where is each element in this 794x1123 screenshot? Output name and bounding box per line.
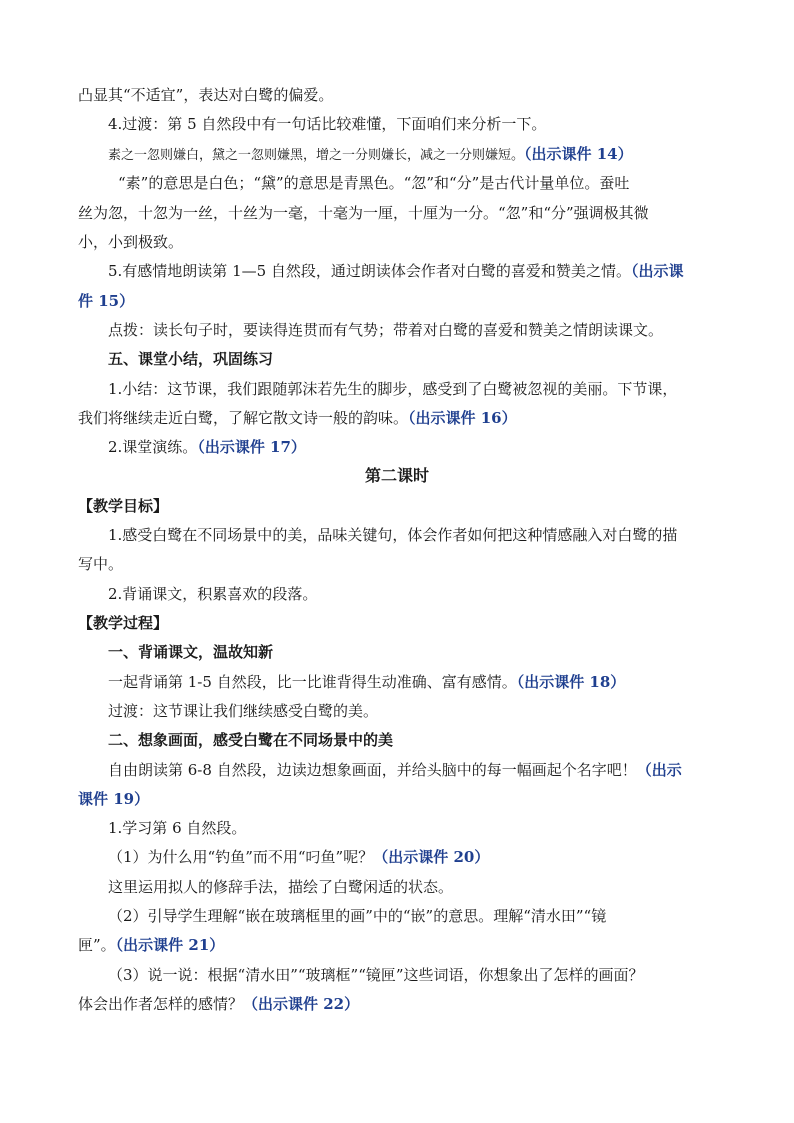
text-line: 一起背诵第 1-5 自然段，比一比谁背得生动准确、富有感情。（出示课件 18） [108,673,626,691]
text-line: “素”的意思是白色；“黛”的意思是青黑色。“忽”和“分”是古代计量单位。蚕吐 [118,174,630,192]
text-line: （2）引导学生理解“嵌在玻璃框里的画”中的“嵌”的意思。理解“清水田”“镜 [108,907,607,925]
text-line: 匣”。（出示课件 21） [78,936,225,954]
courseware-ref: （出示课 [630,262,684,280]
text-line: （3）说一说：根据“清水田”“玻璃框”“镜匣”这些词语，你想象出了怎样的画面？ [108,966,644,984]
courseware-ref: （出示课件 20） [373,848,490,866]
text-line: 5.有感情地朗读第 1—5 自然段，通过朗读体会作者对白鹭的喜爱和赞美之情。（出示课 [108,262,684,280]
courseware-ref: （出示课件 22） [243,995,360,1013]
text-line: 体会出作者怎样的感情？（出示课件 22） [78,995,360,1013]
text-line: （1）为什么用“钓鱼”而不用“叼鱼”呢？（出示课件 20） [108,848,490,866]
text-line: 小，小到极致。 [78,233,184,251]
courseware-ref: （出示课件 16） [408,409,517,427]
text-line: 1.小结：这节课，我们跟随郭沫若先生的脚步，感受到了白鹭被忽视的美丽。下节课， [108,380,678,398]
courseware-ref: （出示课件 18） [516,673,626,691]
text-line: 过渡：这节课让我们继续感受白鹭的美。 [108,702,379,720]
text-line: 写中。 [78,555,124,573]
courseware-ref: 件 15） [78,292,135,310]
text-line: 4.过渡：第 5 自然段中有一句话比较难懂，下面咱们来分析一下。 [108,115,547,133]
text-line: 凸显其“不适宜”，表达对白鹭的偏爱。 [78,86,334,104]
text-line: 我们将继续走近白鹭，了解它散文诗一般的韵味。（出示课件 16） [78,409,517,427]
lesson-title: 第二课时 [364,466,429,485]
quote-line: 素之一忽则嫌白，黛之一忽则嫌黑，增之一分则嫌长，减之一分则嫌短。（出示课件 14） [108,145,633,163]
text-line: 自由朗读第 6-8 自然段，边读边想象画面，并给头脑中的每一幅画起个名字吧！（出示 [108,761,682,779]
section-heading: 【教学过程】 [78,614,169,632]
courseware-ref: （出示 [636,761,682,779]
section-heading: 五、课堂小结，巩固练习 [108,350,274,368]
text-line: 丝为忽，十忽为一丝，十丝为一毫，十毫为一厘，十厘为一分。“忽”和“分”强调极其微 [78,204,649,222]
text-line: 1.学习第 6 自然段。 [108,819,247,837]
section-heading: 一、背诵课文，温故知新 [108,643,274,661]
courseware-ref: （出示课件 17） [197,438,306,456]
courseware-ref: （出示课件 21） [115,936,225,954]
text-line: 2.课堂演练。（出示课件 17） [108,438,306,456]
courseware-ref: （出示课件 14） [524,145,633,163]
text-line [78,290,718,312]
text-line [78,788,718,810]
text-line: 点拨：读长句子时，要读得连贯而有气势；带着对白鹭的喜爱和赞美之情朗读课文。 [108,321,664,339]
section-heading: 【教学目标】 [78,497,169,515]
section-heading: 二、想象画面，感受白鹭在不同场景中的美 [108,731,394,749]
courseware-ref: 课件 19） [78,790,150,808]
text-line: 这里运用拟人的修辞手法，描绘了白鹭闲适的状态。 [108,878,454,896]
text-line: 1.感受白鹭在不同场景中的美，品味关键句，体会作者如何把这种情感融入对白鹭的描 [108,526,678,544]
text-line: 2.背诵课文，积累喜欢的段落。 [108,585,318,603]
